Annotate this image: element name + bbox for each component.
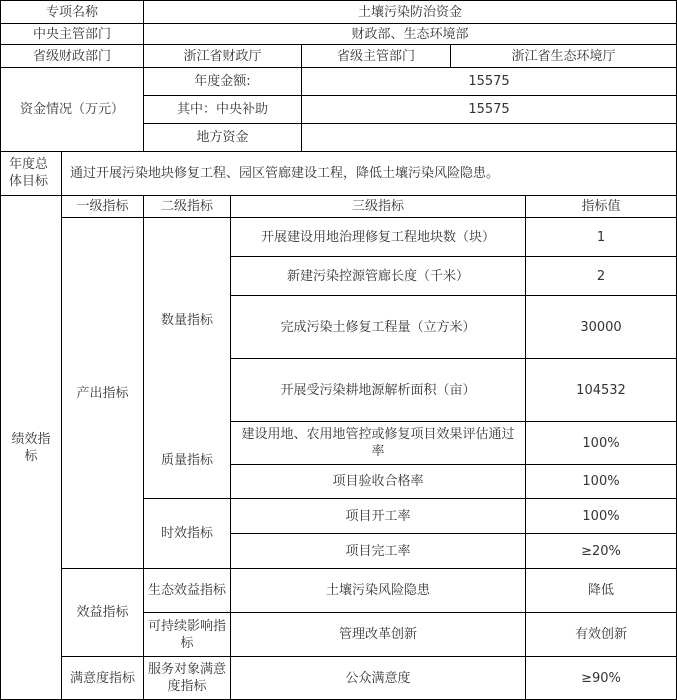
indicator-value: 100% (525, 464, 677, 499)
indicator-value: ≥90% (525, 656, 677, 700)
project-name-label: 专项名称 (0, 0, 144, 24)
col-level3-header: 三级指标 (230, 195, 526, 218)
indicator-value: 30000 (525, 295, 677, 359)
indicator-value: 104532 (525, 358, 677, 422)
sustainable-impact-label: 可持续影响指标 (143, 612, 231, 657)
project-name-value: 土壤污染防治资金 (143, 0, 677, 24)
indicator-name: 完成污染土修复工程量（立方米） (230, 295, 526, 359)
indicator-value: 1 (525, 217, 677, 257)
indicator-value: 降低 (525, 568, 677, 613)
indicator-value: 100% (525, 498, 677, 534)
local-funds-value (301, 123, 677, 152)
central-subsidy-value: 15575 (301, 95, 677, 124)
funds-label: 资金情况（万元） (0, 67, 144, 152)
indicator-name: 项目验收合格率 (230, 464, 526, 499)
benefit-indicator-label: 效益指标 (61, 568, 144, 657)
indicator-value: ≥20% (525, 533, 677, 569)
prov-finance-value: 浙江省财政厅 (143, 44, 302, 68)
central-subsidy-label: 其中：中央补助 (143, 95, 302, 124)
local-funds-label: 地方资金 (143, 123, 302, 152)
performance-label: 绩效指标 (0, 195, 62, 700)
col-value-header: 指标值 (525, 195, 677, 218)
col-level2-header: 二级指标 (143, 195, 231, 218)
quantity-indicator-label: 数量指标 (160, 312, 213, 328)
annual-goal-label: 年度总体目标 (0, 151, 62, 196)
col-level1-header: 一级指标 (61, 195, 144, 218)
prov-dept-label: 省级主管部门 (301, 44, 451, 68)
indicator-name: 项目完工率 (230, 533, 526, 569)
indicator-name: 新建污染控源管廊长度（千米） (230, 256, 526, 296)
prov-finance-label: 省级财政部门 (0, 44, 144, 68)
indicator-name: 土壤污染风险隐患 (230, 568, 526, 613)
satisfaction-indicator-label: 满意度指标 (61, 656, 144, 700)
annual-amount-value: 15575 (301, 67, 677, 96)
annual-amount-label: 年度金额: (143, 67, 302, 96)
indicator-name: 公众满意度 (230, 656, 526, 700)
annual-goal-text: 通过开展污染地块修复工程、园区管廊建设工程，降低土壤污染风险隐患。 (61, 151, 677, 196)
indicator-name: 管理改革创新 (230, 612, 526, 657)
indicator-name: 项目开工率 (230, 498, 526, 534)
indicator-name: 开展建设用地治理修复工程地块数（块） (230, 217, 526, 257)
eco-benefit-label: 生态效益指标 (143, 568, 231, 613)
indicator-name: 开展受污染耕地源解析面积（亩） (230, 358, 526, 422)
indicator-value: 2 (525, 256, 677, 296)
output-indicator-label: 产出指标 (61, 217, 144, 569)
timeliness-indicator-label: 时效指标 (143, 498, 231, 569)
central-dept-value: 财政部、生态环境部 (143, 23, 677, 45)
indicator-value: 有效创新 (525, 612, 677, 657)
prov-dept-value: 浙江省生态环境厅 (450, 44, 677, 68)
indicator-value: 100% (525, 421, 677, 465)
central-dept-label: 中央主管部门 (0, 23, 144, 45)
indicator-name: 建设用地、农用地管控或修复项目效果评估通过率 (230, 421, 526, 465)
service-satisfaction-label: 服务对象满意度指标 (143, 656, 231, 700)
quality-indicator-label: 质量指标 (160, 452, 213, 468)
